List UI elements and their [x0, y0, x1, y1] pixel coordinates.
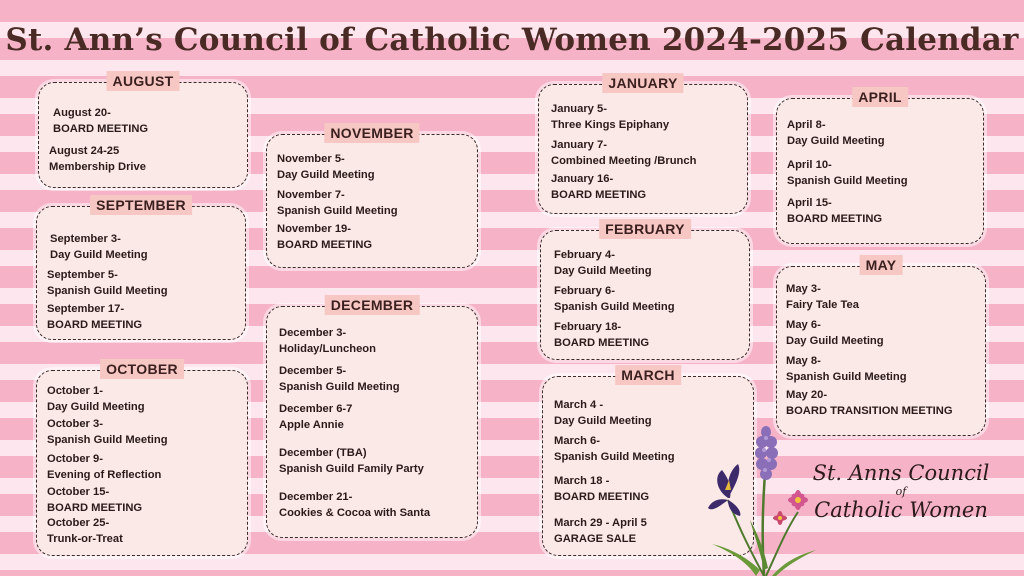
month-header: FEBRUARY	[599, 219, 691, 239]
month-header: AUGUST	[107, 71, 180, 91]
month-card-august	[38, 73, 248, 188]
event-item: October 15- BOARD MEETING	[47, 486, 143, 514]
month-card-april	[776, 89, 984, 244]
month-card-december	[266, 297, 478, 538]
month-card-november	[266, 125, 478, 268]
month-card-february	[540, 221, 750, 360]
event-item: November 7- Spanish Guild Meeting	[277, 189, 398, 217]
event-item: March 6- Spanish Guild Meeting	[554, 435, 675, 463]
month-header: OCTOBER	[100, 359, 184, 379]
event-item: February 6- Spanish Guild Meeting	[554, 285, 675, 313]
event-item: March 29 - April 5 GARAGE SALE	[554, 517, 647, 545]
month-header: APRIL	[852, 87, 908, 107]
event-item: October 9- Evening of Reflection	[47, 453, 162, 481]
event-item: August 20- BOARD MEETING	[53, 107, 149, 135]
event-item: April 10- Spanish Guild Meeting	[787, 159, 908, 187]
event-item: October 3- Spanish Guild Meeting	[47, 418, 168, 446]
event-item: December 5- Spanish Guild Meeting	[279, 365, 400, 393]
month-card-october	[36, 361, 248, 556]
month-card-january	[538, 75, 748, 214]
event-item: December 21- Cookies & Cocoa with Santa	[279, 491, 431, 519]
event-item: October 25- Trunk-or-Treat	[47, 517, 123, 545]
event-item: October 1- Day Guild Meeting	[47, 385, 145, 413]
event-item: May 3- Fairy Tale Tea	[786, 283, 859, 311]
event-item: April 8- Day Guild Meeting	[787, 119, 885, 147]
month-header: MARCH	[615, 365, 681, 385]
month-header: DECEMBER	[325, 295, 420, 315]
event-item: February 4- Day Guild Meeting	[554, 249, 652, 277]
event-item: May 20- BOARD TRANSITION MEETING	[786, 389, 953, 417]
page-title: St. Ann’s Council of Catholic Women 2024-2025 Calendar	[5, 22, 1019, 58]
event-item: May 8- Spanish Guild Meeting	[786, 355, 907, 383]
month-header: MAY	[860, 255, 903, 275]
event-item: September 5- Spanish Guild Meeting	[47, 269, 168, 297]
month-card-september	[36, 197, 246, 340]
event-item: January 5- Three Kings Epiphany	[551, 103, 670, 131]
logo-line-1: St. Anns Council	[812, 461, 990, 485]
logo-line-2: of	[895, 485, 907, 498]
event-item: December 3- Holiday/Luncheon	[279, 327, 376, 355]
organization-logo	[806, 460, 996, 523]
event-item: January 16- BOARD MEETING	[551, 173, 647, 201]
event-item: February 18- BOARD MEETING	[554, 321, 650, 349]
event-item: August 24-25 Membership Drive	[49, 145, 146, 173]
event-item: May 6- Day Guild Meeting	[786, 319, 884, 347]
month-header: SEPTEMBER	[90, 195, 192, 215]
event-item: December (TBA) Spanish Guild Family Party	[279, 447, 424, 475]
event-item: September 3- Day Guild Meeting	[50, 233, 148, 261]
month-header: JANUARY	[602, 73, 683, 93]
event-item: November 19- BOARD MEETING	[277, 223, 373, 251]
event-item: December 6-7 Apple Annie	[279, 403, 353, 431]
flower-bouquet-icon	[706, 420, 822, 576]
event-item: March 18 - BOARD MEETING	[554, 475, 650, 503]
event-item: November 5- Day Guild Meeting	[277, 153, 375, 181]
month-header: NOVEMBER	[324, 123, 419, 143]
logo-line-3: Catholic Women	[814, 498, 988, 522]
event-item: January 7- Combined Meeting /Brunch	[551, 139, 697, 167]
event-item: April 15- BOARD MEETING	[787, 197, 883, 225]
event-item: September 17- BOARD MEETING	[47, 303, 143, 331]
event-item: March 4 - Day Guild Meeting	[554, 399, 652, 427]
month-card-may	[776, 257, 986, 436]
